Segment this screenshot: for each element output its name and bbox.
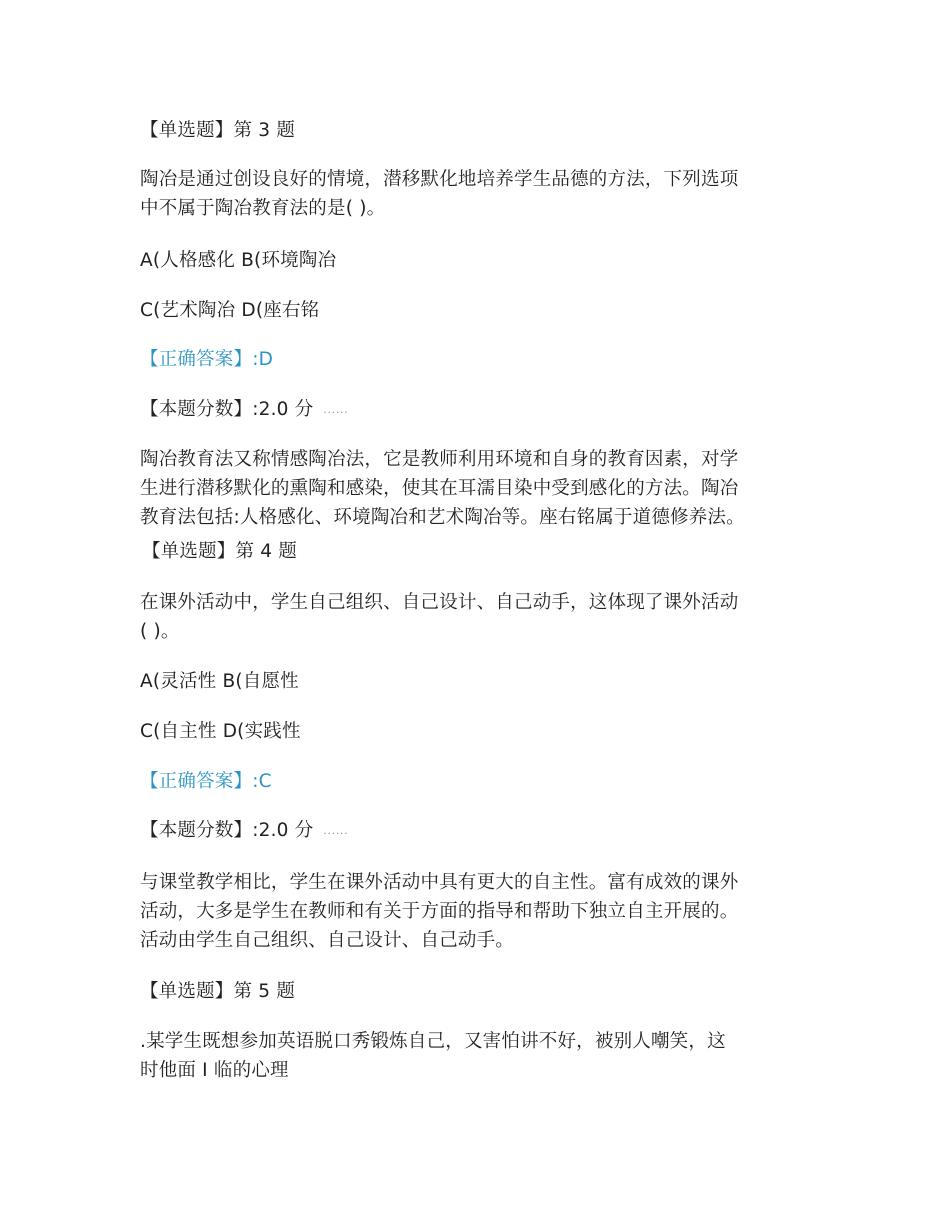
question-4-explanation-line-3: 活动由学生自己组织、自己设计、自己动手。 (140, 930, 515, 951)
question-3-options-ab: A(人格感化 B(环境陶冶 (140, 250, 337, 271)
question-3-answer: 【正确答案】:D (140, 349, 274, 370)
question-4-header: 【单选题】第 4 题 (142, 541, 298, 562)
question-4-answer: 【正确答案】:C (140, 771, 272, 792)
question-3-header: 【单选题】第 3 题 (140, 120, 296, 141)
question-3-stem (140, 165, 820, 223)
question-4-stem-line-2: ( )。 (140, 621, 180, 642)
question-4-score (140, 818, 349, 845)
question-4-stem-line-1: 在课外活动中，学生自己组织、自己设计、自己动手，这体现了课外活动 (140, 592, 739, 613)
question-5-stem-line-1: .某学生既想参加英语脱口秀锻炼自己，又害怕讲不好，被别人嘲笑，这 (140, 1031, 726, 1052)
question-3-explanation-line-1: 陶冶教育法又称情感陶冶法，它是教师利用环境和自身的教育因素，对学 (140, 449, 739, 470)
question-3-score-dots: ...... (323, 405, 349, 416)
question-3-score (140, 397, 349, 424)
question-4-score-text: 【本题分数】:2.0 分 (140, 820, 314, 841)
question-3-score-text: 【本题分数】:2.0 分 (140, 399, 314, 420)
question-4-explanation-line-1: 与课堂教学相比，学生在课外活动中具有更大的自主性。富有成效的课外 (140, 872, 739, 893)
question-3-stem-line-1: 陶冶是通过创设良好的情境，潜移默化地培养学生品德的方法，下列选项 (140, 169, 739, 190)
question-3-explanation (140, 445, 820, 532)
question-3-options-cd: C(艺术陶冶 D(座右铭 (140, 300, 320, 321)
question-4-options-cd: C(自主性 D(实践性 (140, 721, 301, 742)
question-3-explanation-line-3: 教育法包括:人格感化、环境陶冶和艺术陶冶等。座右铭属于道德修养法。 (140, 507, 745, 528)
question-4-score-dots: ...... (323, 826, 349, 837)
question-5-header: 【单选题】第 5 题 (140, 981, 296, 1002)
question-3-stem-line-2: 中不属于陶冶教育法的是( )。 (140, 198, 386, 219)
question-4-options-ab: A(灵活性 B(自愿性 (140, 671, 299, 692)
question-4-stem (140, 588, 820, 646)
question-4-explanation-line-2: 活动，大多是学生在教师和有关于方面的指导和帮助下独立自主开展的。 (140, 901, 739, 922)
question-5-stem (140, 1027, 820, 1085)
question-3-explanation-line-2: 生进行潜移默化的熏陶和感染，使其在耳濡目染中受到感化的方法。陶冶 (140, 478, 739, 499)
question-5-stem-line-2: 时他面 I 临的心理 (140, 1060, 289, 1081)
question-4-explanation (140, 868, 820, 955)
